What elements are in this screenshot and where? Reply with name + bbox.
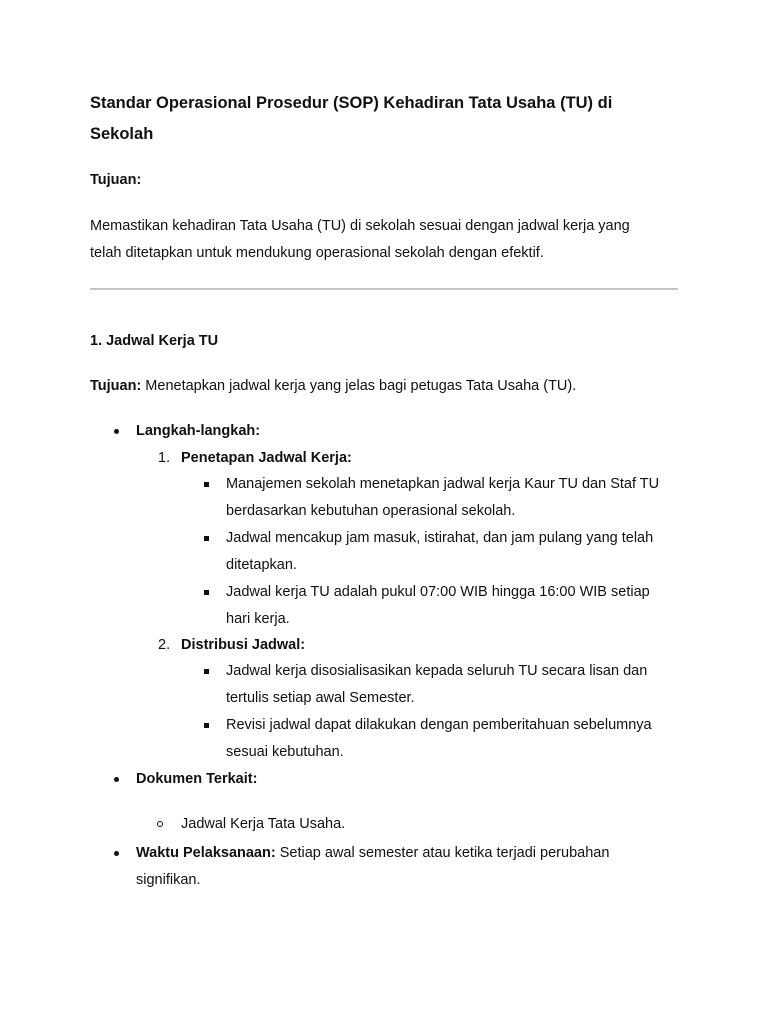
step-2-label: Distribusi Jadwal: (181, 637, 306, 653)
bullet-dot-icon (114, 777, 119, 782)
step-1-item-2-line-2: ditetapkan. (226, 557, 297, 573)
step-1-item-3-line-2: hari kerja. (226, 611, 290, 627)
step-1-item-3-line-1: Jadwal kerja TU adalah pukul 07:00 WIB hingga 16:00 WIB setiap (226, 584, 650, 600)
section-goal-label: Tujuan: (90, 378, 142, 394)
step-2-item-2-line-1: Revisi jadwal dapat dilakukan dengan pemberitahuan sebelumnya (226, 717, 652, 733)
title-line-1: Standar Operasional Prosedur (SOP) Kehadiran Tata Usaha (TU) di (90, 94, 613, 112)
step-1-item-2-line-1: Jadwal mencakup jam masuk, istirahat, dan jam pulang yang telah (226, 530, 654, 546)
section-heading: 1. Jadwal Kerja TU (90, 333, 219, 349)
time-line-1 (136, 845, 609, 861)
docs-label: Dokumen Terkait: (136, 771, 258, 787)
step-2-item-1-line-1: Jadwal kerja disosialisasikan kepada seluruh TU secara lisan dan (226, 663, 648, 679)
circle-bullet-icon (157, 821, 163, 827)
purpose-line-2: telah ditetapkan untuk mendukung operasional sekolah dengan efektif. (90, 245, 544, 261)
title-line-2: Sekolah (90, 125, 154, 143)
step-1-number: 1. (158, 450, 171, 466)
purpose-heading: Tujuan: (90, 172, 142, 188)
section-goal-text: Menetapkan jadwal kerja yang jelas bagi petugas Tata Usaha (TU). (141, 378, 577, 394)
time-line-2: signifikan. (136, 872, 201, 888)
page-title (90, 88, 612, 150)
step-1-item-1-line-1: Manajemen sekolah menetapkan jadwal kerja Kaur TU dan Staf TU (226, 476, 660, 492)
bullet-dot-icon (114, 851, 119, 856)
section-goal (90, 378, 576, 394)
square-bullet-icon (204, 536, 209, 541)
step-2-item-1-line-2: tertulis setiap awal Semester. (226, 690, 415, 706)
bullet-dot-icon (114, 429, 119, 434)
step-1-label: Penetapan Jadwal Kerja: (181, 450, 352, 466)
horizontal-divider (90, 288, 678, 290)
square-bullet-icon (204, 723, 209, 728)
square-bullet-icon (204, 669, 209, 674)
square-bullet-icon (204, 482, 209, 487)
step-2-item-2-line-2: sesuai kebutuhan. (226, 744, 344, 760)
purpose-line-1: Memastikan kehadiran Tata Usaha (TU) di sekolah sesuai dengan jadwal kerja yang (90, 218, 630, 234)
steps-label: Langkah-langkah: (136, 423, 261, 439)
docs-item: Jadwal Kerja Tata Usaha. (181, 816, 346, 832)
step-1-item-1-line-2: berdasarkan kebutuhan operasional sekolah. (226, 503, 516, 519)
square-bullet-icon (204, 590, 209, 595)
step-2-number: 2. (158, 637, 171, 653)
time-label: Waktu Pelaksanaan: (136, 845, 276, 861)
time-text: Setiap awal semester atau ketika terjadi perubahan (275, 845, 610, 861)
